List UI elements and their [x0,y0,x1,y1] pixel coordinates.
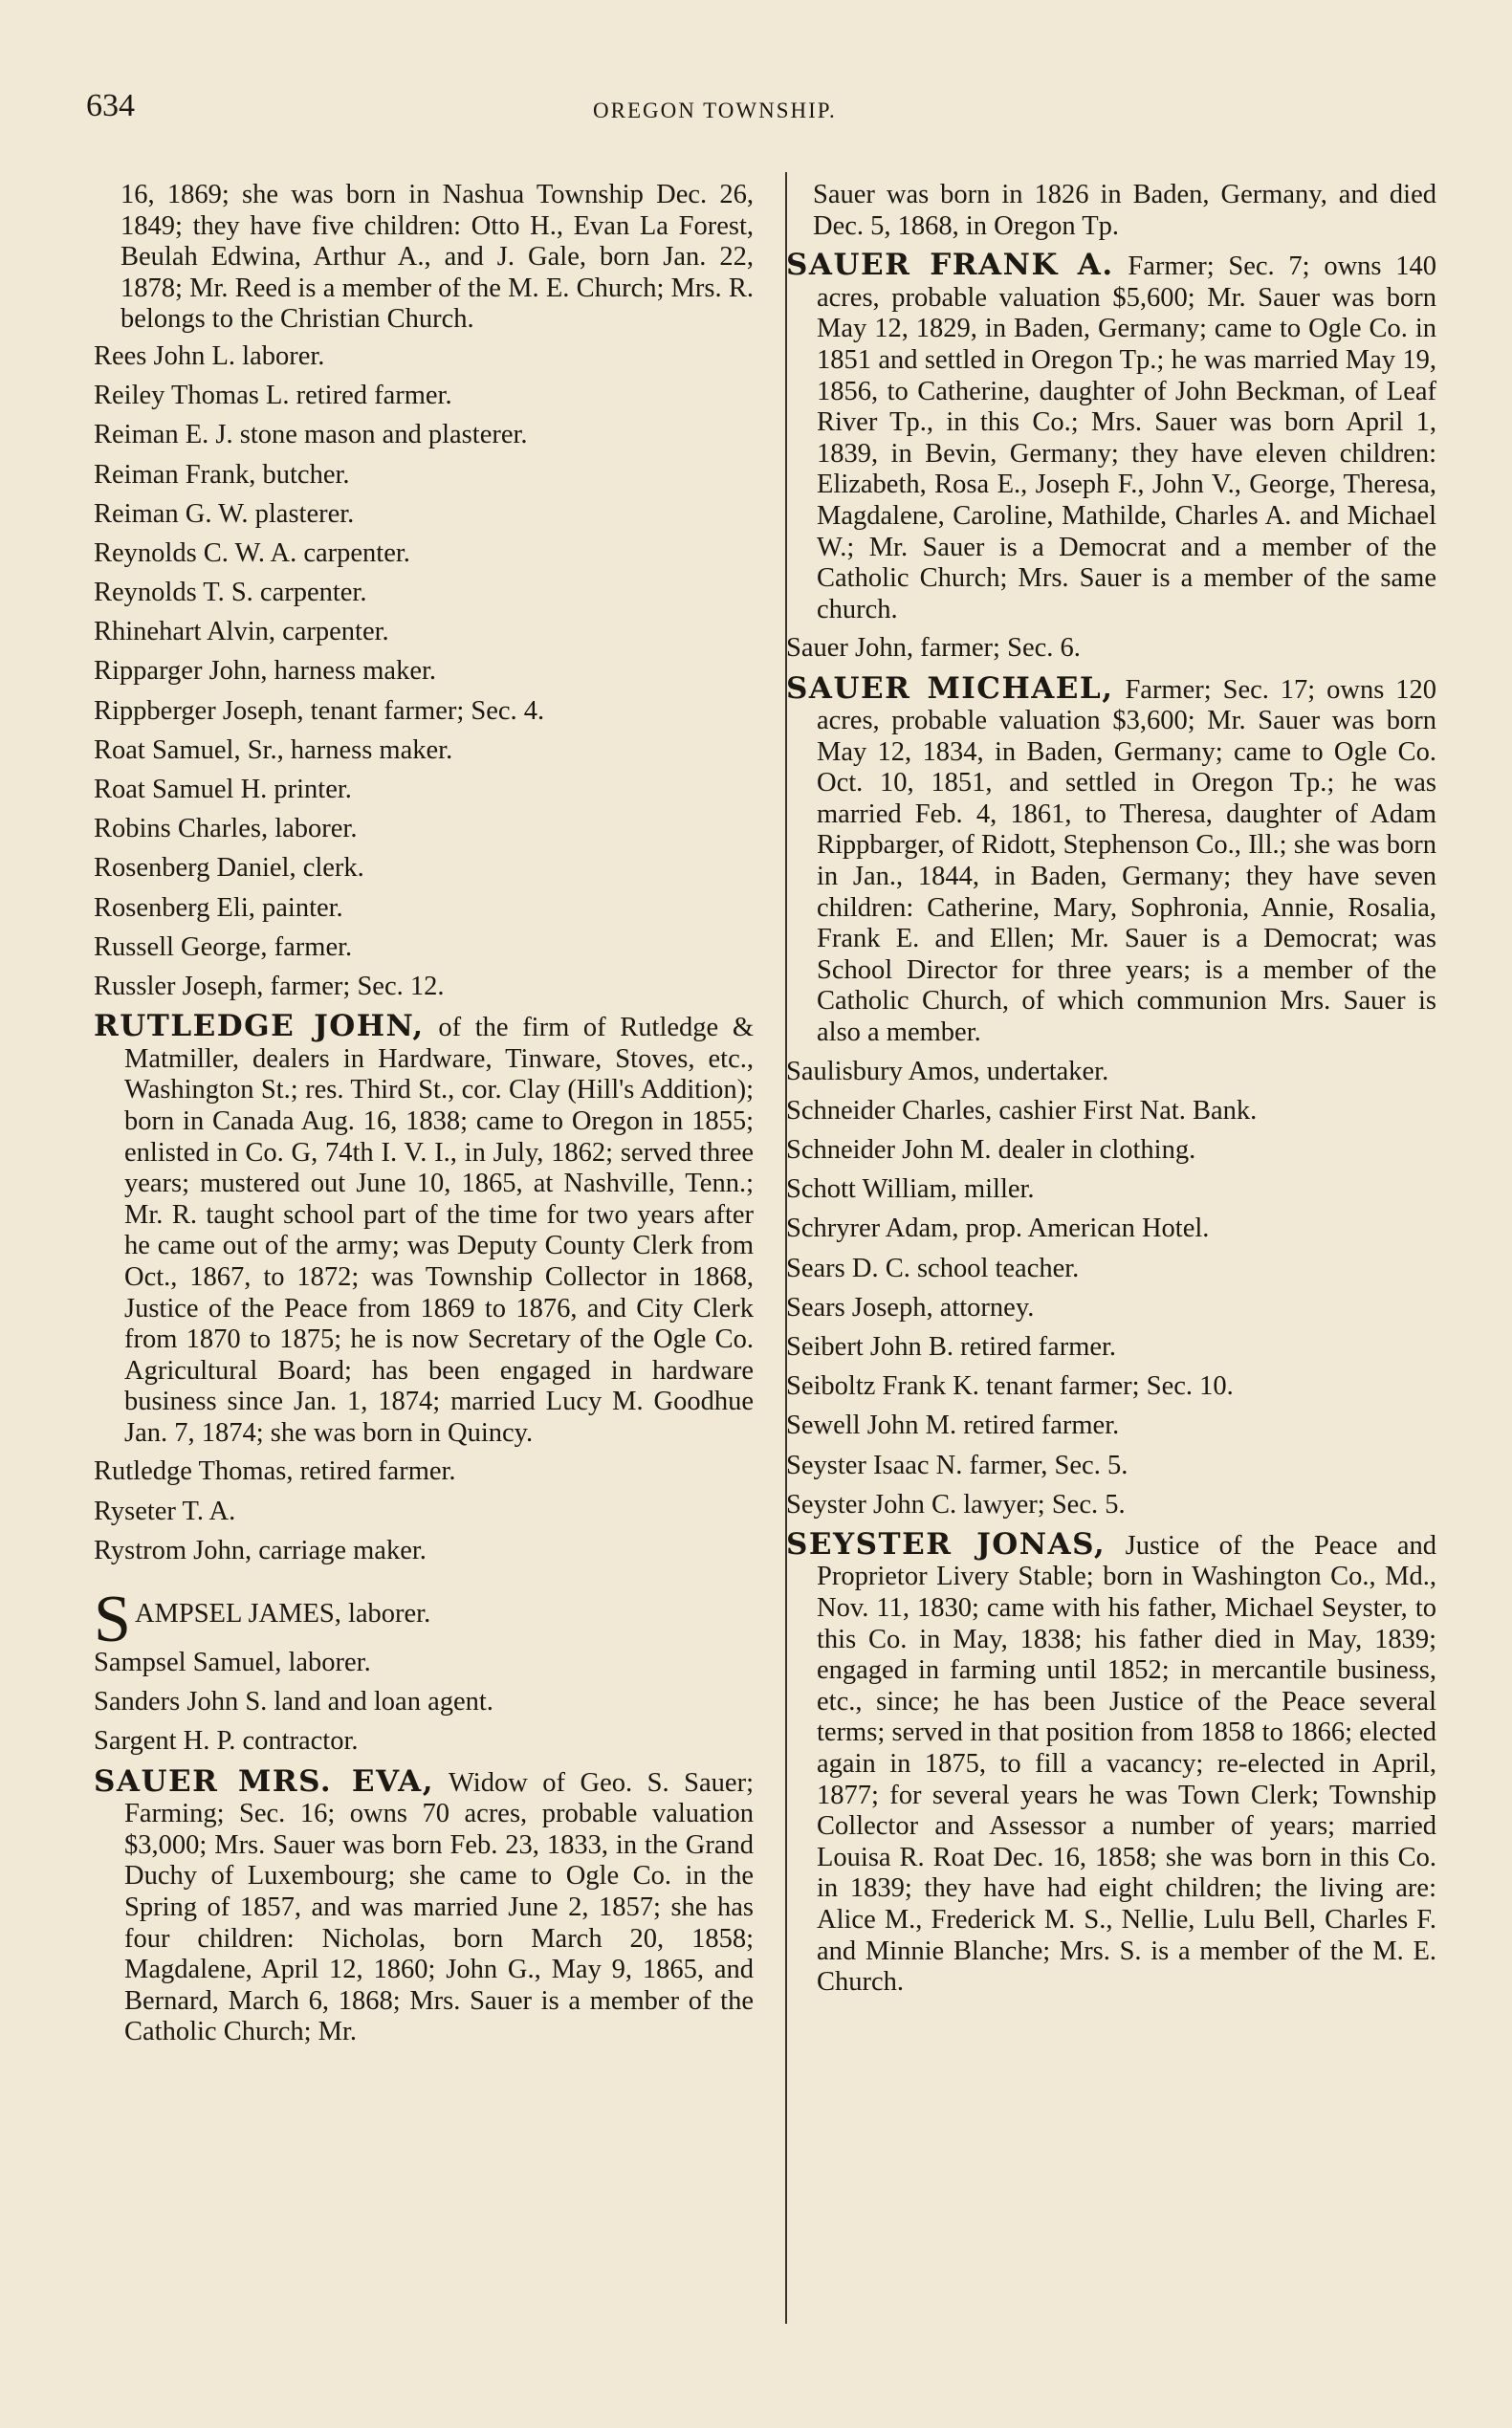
directory-line: Rhinehart Alvin, carpenter. [94,617,389,647]
directory-line: Reynolds T. S. carpenter. [94,578,367,608]
directory-line: Rystrom John, carriage maker. [94,1535,427,1565]
drop-cap: S [94,1583,131,1657]
letter-section-start [94,1583,754,1657]
directory-line: Sears D. C. school teacher. [786,1253,1080,1283]
directory-list [94,1648,754,1758]
biography-entry [786,1526,1437,1999]
directory-line: Rippberger Joseph, tenant farmer; Sec. 4. [94,695,545,726]
entry-text: Farmer; Sec. 17; owns 120 acres, probable valuation $3,600; Mr. Sauer was born May 12, 1834, in Baden, Germany; came to Ogle Co. Oct. 10, 1851, and settled in Oregon Tp.; he was married Feb. 4, 1861, to Theresa, daughter of Adam Rippbarger, of Ridott, Stephenson Co., Ill.; she was born in Jan., 1844, in Baden, Germany; they have seven children: Catherine, Mary, Sophronia, Annie, Rosalia, Frank E. and Ellen; Mr. Sauer is a Democrat; was School Director for three years; is a member of the Catholic Church, of which communion Mrs. Sauer is also a member. [817,674,1436,1048]
directory-line: Ryseter T. A. [94,1496,236,1526]
directory-line: AMPSEL JAMES, laborer. [134,1599,431,1630]
directory-line: Sears Joseph, attorney. [786,1292,1035,1323]
directory-line: Rosenberg Eli, painter. [94,892,343,923]
directory-line: Rees John L. laborer. [94,340,325,371]
directory-line: Rosenberg Daniel, clerk. [94,853,364,884]
biography-entry [786,670,1436,1049]
directory-line: Schryrer Adam, prop. American Hotel. [786,1214,1210,1244]
directory-line: Saulisbury Amos, undertaker. [786,1056,1109,1086]
directory-line: Sargent H. P. contractor. [94,1726,359,1757]
biography-entry [94,1763,754,2048]
directory-line: Seiboltz Frank K. tenant farmer; Sec. 10. [786,1371,1234,1402]
directory-list [94,341,754,1003]
directory-list [94,1456,754,1566]
entry-name: SEYSTER JONAS, [786,1526,1107,1562]
directory-line: Rutledge Thomas, retired farmer. [94,1456,456,1487]
directory-line: Reiley Thomas L. retired farmer. [94,381,452,411]
entry-name: SAUER FRANK A. [786,248,1114,283]
directory-line: Reiman E. J. stone mason and plasterer. [94,420,528,450]
running-title: OREGON TOWNSHIP. [593,98,837,122]
directory-line: Sampsel Samuel, laborer. [94,1648,371,1678]
directory-line: Sewell John M. retired farmer. [786,1411,1120,1441]
entry-text: Justice of the Peace and Proprietor Livery Stable; born in Washington Co., Md., Nov. 11, 1830; came with his father, Michael Seyster, to this Co. in May, 1838; his father died in May, 1839; engaged in farming until 1852; in mercantile business, etc., since; he has been Justice of the Peace several terms; served in that position from 1858 to 1866; elected again in 1875, to fill a vacancy; re-elected in April, 1877; for several years he was Town Clerk; Township Collector and Assessor a number of years; married Louisa R. Roat Dec. 16, 1858; she was born in this Co. in 1839; they have had eight children; the living are: Alice M., Frederick M. S., Nellie, Lulu Bell, Charles F. and Minnie Blanche; Mrs. S. is a member of the M. E. Church. [817,1530,1437,1998]
directory-line: Sanders John S. land and loan agent. [94,1687,493,1717]
entry-text: Widow of Geo. S. Sauer; Farming; Sec. 16; owns 70 acres, probable valuation $3,000; Mrs. Sauer was born Feb. 23, 1833, in the Grand Duchy of Luxembourg; she came to Ogle Co. in the Spring of 1857, and was married June 2, 1857; she has four children: Nicholas, born March 20, 1858; Magdalene, April 12, 1860; John G., May 9, 1865, and Bernard, March 6, 1868; Mrs. Sauer is a member of the Catholic Church; Mr. [124,1767,754,2047]
directory-line: Seyster Isaac N. farmer, Sec. 5. [786,1450,1129,1480]
directory-line: Reynolds C. W. A. carpenter. [94,537,410,568]
left-column [94,180,754,2056]
directory-list [786,1057,1436,1521]
directory-line: Russler Joseph, farmer; Sec. 12. [94,971,445,1001]
page-number: 634 [86,88,135,123]
directory-line: Robins Charles, laborer. [94,814,358,844]
directory-line: Roat Samuel H. printer. [94,775,352,805]
entry-name: RUTLEDGE JOHN, [94,1009,425,1044]
biography-entry [786,250,1436,625]
entry-name: SAUER MICHAEL, [786,670,1114,706]
directory-line: Seibert John B. retired farmer. [786,1331,1117,1362]
continuation-paragraph: Sauer was born in 1826 in Baden, Germany, and died Dec. 5, 1868, in Oregon Tp. [813,180,1436,241]
directory-line: Roat Samuel, Sr., harness maker. [94,734,453,765]
continuation-paragraph: 16, 1869; she was born in Nashua Township Dec. 26, 1849; they have five children: Otto H., Evan La Forest, Beulah Edwina, Arthur A., and J. Gale, born Jan. 22, 1878; Mr. Reed is a member of the M. E. Church; Mrs. R. belongs to the Christian Church. [121,180,754,335]
directory-line: Reiman G. W. plasterer. [94,498,355,529]
directory-line: Schneider John M. dealer in clothing. [786,1135,1196,1165]
directory-line: Schneider Charles, cashier First Nat. Bank. [786,1095,1258,1126]
directory-line: Schott William, miller. [786,1174,1035,1205]
biography-entry [94,1011,754,1449]
directory-line: Seyster John C. lawyer; Sec. 5. [786,1489,1126,1520]
entry-text: Farmer; Sec. 7; owns 140 acres, probable valuation $5,600; Mr. Sauer was born May 12, 1829, in Baden, Germany; came to Ogle Co. in 1851 and settled in Oregon Tp.; he was married May 19, 1856, to Catherine, daughter of John Beckman, of Leaf River Tp., in this Co.; Mrs. Sauer was born April 1, 1839, in Bevin, Germany; they have eleven children: Elizabeth, Rosa E., Joseph F., John V., George, Theresa, Magdalene, Caroline, Mathilde, Charles A. and Michael W.; Mr. Sauer is a Democrat and a member of the Catholic Church; Mrs. Sauer is a member of the same church. [817,252,1436,624]
directory-line: Russell George, farmer. [94,931,353,962]
directory-line: Ripparger John, harness maker. [94,656,437,687]
entry-name: SAUER MRS. EVA, [94,1763,435,1799]
right-column [786,180,1436,2006]
entry-text: of the firm of Rutledge & Matmiller, dealers in Hardware, Tinware, Stoves, etc., Washington St.; res. Third St., cor. Clay (Hill's Addition); born in Canada Aug. 16, 1838; came to Oregon in 1855; enlisted in Co. G, 74th I. V. I., in July, 1862; served three years; mustered out June 10, 1865, at Nashville, Tenn.; Mr. R. taught school part of the time for two years after he came out of the army; was Deputy County Clerk from Oct., 1867, to 1872; was Township Collector in 1868, Justice of the Peace from 1869 to 1876, and City Clerk from 1870 to 1875; he is now Secretary of the Ogle Co. Agricultural Board; has been engaged in hardware business since Jan. 1, 1874; married Lucy M. Goodhue Jan. 7, 1874; she was born in Quincy. [124,1013,754,1448]
directory-line: Reiman Frank, butcher. [94,459,350,490]
directory-line: Sauer John, farmer; Sec. 6. [786,633,1081,664]
